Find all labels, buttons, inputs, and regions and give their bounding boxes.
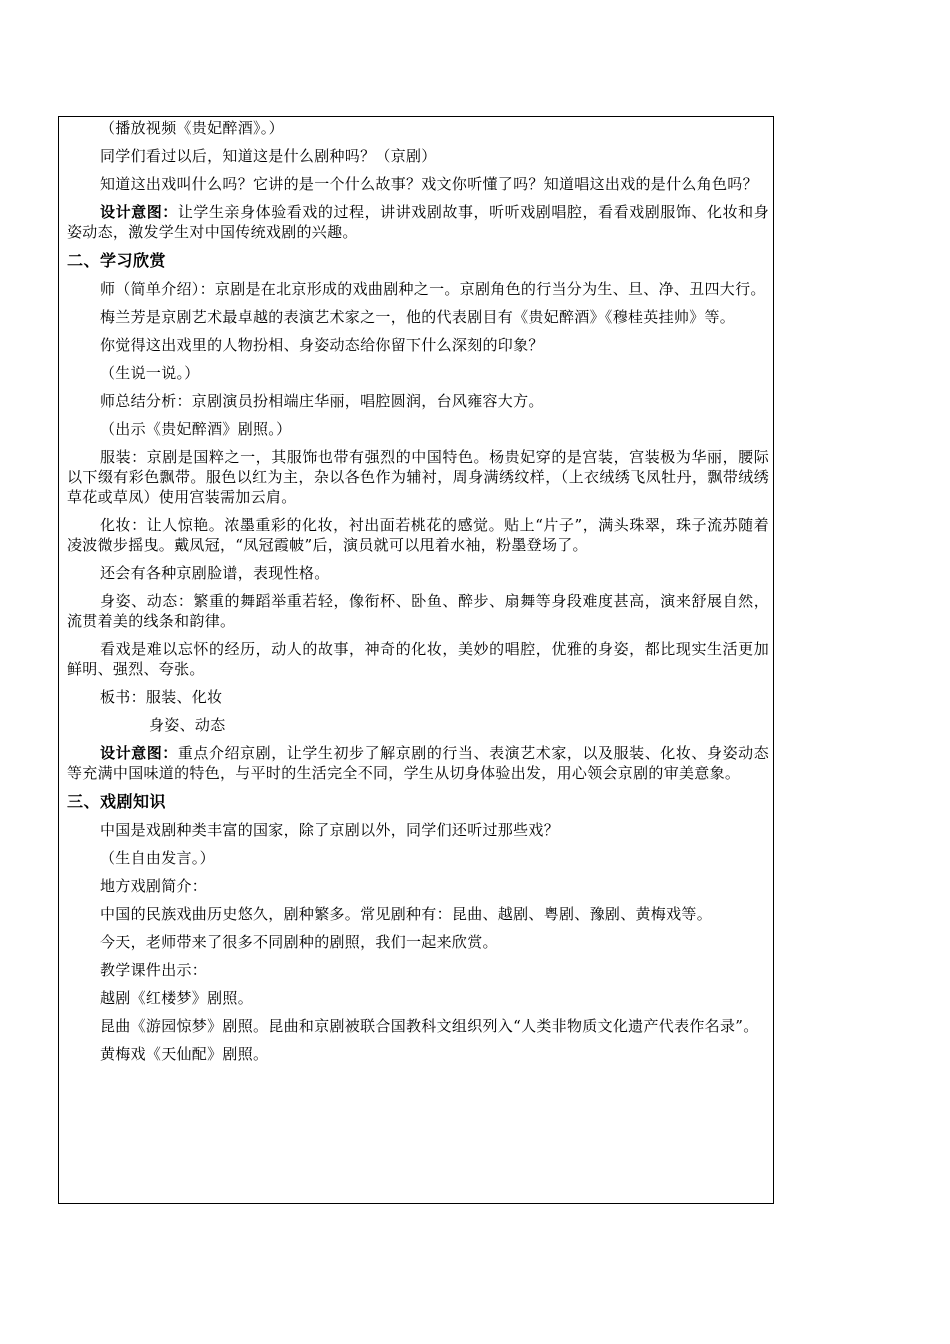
paragraph: 中国是戏剧种类丰富的国家，除了京剧以外，同学们还听过那些戏？: [100, 821, 560, 839]
paragraph: （生自由发言。）: [100, 849, 215, 867]
paragraph: 你觉得这出戏里的人物扮相、身姿动态给你留下什么深刻的印象？: [100, 336, 544, 354]
paragraph: 昆曲《游园惊梦》剧照。昆曲和京剧被联合国教科文组织列入“人类非物质文化遗产代表作名录”。: [100, 1017, 759, 1035]
section-heading: 二、学习欣赏: [67, 251, 167, 270]
design-intent-label: 设计意图：: [100, 744, 178, 762]
paragraph: 教学课件出示：: [100, 961, 208, 979]
paragraph: 地方戏剧简介：: [100, 877, 208, 895]
paragraph: 黄梅戏《天仙配》剧照。: [100, 1045, 269, 1063]
paragraph: 今天，老师带来了很多不同剧种的剧照，我们一起来欣赏。: [100, 933, 498, 951]
design-intent-paragraph: [67, 743, 769, 783]
design-intent-text: 重点介绍京剧，让学生初步了解京剧的行当、表演艺术家，以及服装、化妆、身姿动态等充满中国味道的特色，与平时的生活完全不同，学生从切身体验出发，用心领会京剧的审美意象。: [67, 744, 769, 782]
design-intent-text: 让学生亲身体验看戏的过程，讲讲戏剧故事，听听戏剧唱腔，看看戏剧服饰、化妆和身姿动态，激发学生对中国传统戏剧的兴趣。: [67, 203, 769, 241]
paragraph: 越剧《红楼梦》剧照。: [100, 989, 254, 1007]
paragraph: 师总结分析：京剧演员扮相端庄华丽，唱腔圆润，台风雍容大方。: [100, 392, 544, 410]
paragraph: （生说一说。）: [100, 364, 200, 382]
design-intent-label: 设计意图：: [100, 203, 178, 221]
lesson-content: [67, 118, 769, 1064]
design-intent-paragraph: [67, 202, 769, 242]
paragraph: 中国的民族戏曲历史悠久，剧种繁多。常见剧种有：昆曲、越剧、粤剧、豫剧、黄梅戏等。: [100, 905, 713, 923]
paragraph: 身姿、动态: [149, 716, 226, 734]
section-heading: 三、戏剧知识: [67, 792, 167, 811]
paragraph: 还会有各种京剧脸谱，表现性格。: [100, 564, 330, 582]
paragraph: 知道这出戏叫什么吗？它讲的是一个什么故事？戏文你听懂了吗？知道唱这出戏的是什么角色吗？: [100, 175, 758, 193]
paragraph: 师（简单介绍）：京剧是在北京形成的戏曲剧种之一。京剧角色的行当分为生、旦、净、丑四大行。: [100, 280, 766, 298]
paragraph: 板书：服装、化妆: [100, 688, 223, 706]
paragraph: 化妆：让人惊艳。浓墨重彩的化妆，衬出面若桃花的感觉。贴上“片子”，满头珠翠，珠子流苏随着凌波微步摇曳。戴凤冠，“凤冠霞帔”后，演员就可以甩着水袖，粉墨登场了。: [67, 516, 769, 554]
paragraph: 服装：京剧是国粹之一，其服饰也带有强烈的中国特色。杨贵妃穿的是宫装，宫装极为华丽，腰际以下缀有彩色飘带。服色以红为主，杂以各色作为辅衬，周身满绣纹样，（上衣绒绣飞凤牡丹，飘带绒绣草花或草凤）使用宫装需加云肩。: [67, 448, 769, 506]
paragraph: 看戏是难以忘怀的经历，动人的故事，神奇的化妆，美妙的唱腔，优雅的身姿，都比现实生活更加鲜明、强烈、夸张。: [67, 640, 769, 678]
paragraph: 身姿、动态：繁重的舞蹈举重若轻，像衔杯、卧鱼、醉步、扇舞等身段难度甚高，演来舒展自然，流贯着美的线条和韵律。: [67, 592, 769, 630]
paragraph: 梅兰芳是京剧艺术最卓越的表演艺术家之一，他的代表剧目有《贵妃醉酒》《穆桂英挂帅》等。: [100, 308, 736, 326]
paragraph: （出示《贵妃醉酒》剧照。）: [100, 420, 292, 438]
paragraph: 同学们看过以后，知道这是什么剧种吗？（京剧）: [100, 147, 437, 165]
paragraph: （播放视频《贵妃醉酒》。）: [100, 119, 284, 137]
